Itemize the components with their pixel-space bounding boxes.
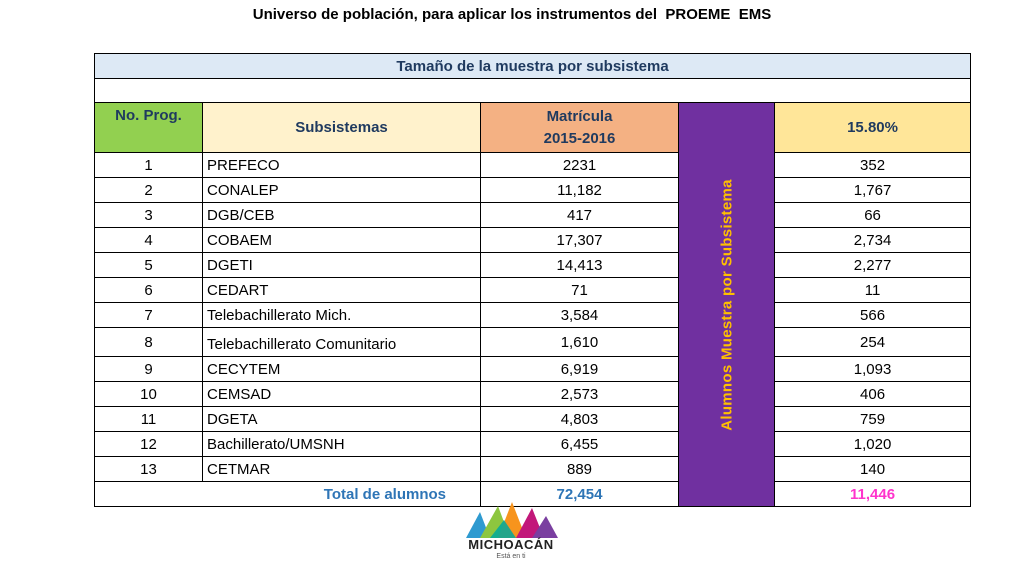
row-sample: 1,767 xyxy=(775,178,971,203)
total-matricula: 72,454 xyxy=(481,482,679,507)
row-no: 10 xyxy=(95,382,203,407)
row-no: 1 xyxy=(95,153,203,178)
row-sample: 254 xyxy=(775,328,971,357)
row-no: 11 xyxy=(95,407,203,432)
row-sample: 2,277 xyxy=(775,253,971,278)
blank-row xyxy=(95,79,971,103)
header-subsistemas: Subsistemas xyxy=(203,103,481,153)
vertical-label-cell xyxy=(679,103,775,507)
table-row xyxy=(95,328,971,357)
row-no: 7 xyxy=(95,303,203,328)
logo-tagline: Está en ti xyxy=(496,553,526,560)
table-row xyxy=(95,278,971,303)
row-no: 2 xyxy=(95,178,203,203)
row-no: 6 xyxy=(95,278,203,303)
row-subsistema: CETMAR xyxy=(203,457,481,482)
row-matricula: 6,455 xyxy=(481,432,679,457)
header-matricula-year: 2015-2016 xyxy=(543,129,616,147)
total-label: Total de alumnos xyxy=(95,482,481,507)
row-matricula: 14,413 xyxy=(481,253,679,278)
table-row xyxy=(95,457,971,482)
sample-size-table xyxy=(94,53,971,507)
header-matricula xyxy=(481,103,679,153)
row-sample: 11 xyxy=(775,278,971,303)
row-subsistema: DGETI xyxy=(203,253,481,278)
row-matricula: 889 xyxy=(481,457,679,482)
row-subsistema: Telebachillerato Mich. xyxy=(203,303,481,328)
row-no: 8 xyxy=(95,328,203,357)
row-sample: 759 xyxy=(775,407,971,432)
table-row xyxy=(95,303,971,328)
table-row xyxy=(95,203,971,228)
row-no: 9 xyxy=(95,357,203,382)
row-subsistema: Telebachillerato Comunitario xyxy=(203,328,481,357)
row-matricula: 6,919 xyxy=(481,357,679,382)
row-matricula: 11,182 xyxy=(481,178,679,203)
table-row xyxy=(95,432,971,457)
row-sample: 1,093 xyxy=(775,357,971,382)
row-matricula: 2,573 xyxy=(481,382,679,407)
row-subsistema: CONALEP xyxy=(203,178,481,203)
table-row xyxy=(95,228,971,253)
table-caption: Tamaño de la muestra por subsistema xyxy=(95,54,971,79)
row-sample: 1,020 xyxy=(775,432,971,457)
logo-name: MICHOACÁN xyxy=(468,537,554,552)
row-matricula: 17,307 xyxy=(481,228,679,253)
header-no-prog: No. Prog. xyxy=(95,103,203,153)
michoacan-logo xyxy=(446,500,576,572)
row-subsistema: DGB/CEB xyxy=(203,203,481,228)
row-subsistema: CEDART xyxy=(203,278,481,303)
row-matricula: 3,584 xyxy=(481,303,679,328)
row-sample: 352 xyxy=(775,153,971,178)
row-no: 4 xyxy=(95,228,203,253)
row-subsistema: CECYTEM xyxy=(203,357,481,382)
row-matricula: 417 xyxy=(481,203,679,228)
row-matricula: 4,803 xyxy=(481,407,679,432)
row-subsistema: PREFECO xyxy=(203,153,481,178)
row-sample: 2,734 xyxy=(775,228,971,253)
logo-shapes-icon xyxy=(446,500,576,540)
total-sample: 11,446 xyxy=(775,482,971,507)
row-no: 3 xyxy=(95,203,203,228)
row-matricula: 1,610 xyxy=(481,328,679,357)
header-percentage: 15.80% xyxy=(775,103,971,153)
table-row xyxy=(95,253,971,278)
row-no: 5 xyxy=(95,253,203,278)
table-row xyxy=(95,178,971,203)
row-no: 13 xyxy=(95,457,203,482)
row-matricula: 2231 xyxy=(481,153,679,178)
table-row xyxy=(95,153,971,178)
table-row xyxy=(95,407,971,432)
row-subsistema: Bachillerato/UMSNH xyxy=(203,432,481,457)
table-row xyxy=(95,382,971,407)
row-subsistema: DGETA xyxy=(203,407,481,432)
row-sample: 66 xyxy=(775,203,971,228)
header-matricula-label: Matrícula xyxy=(546,107,613,125)
row-matricula: 71 xyxy=(481,278,679,303)
slide-title: Universo de población, para aplicar los instrumentos del PROEME EMS xyxy=(252,6,772,23)
table-row xyxy=(95,357,971,382)
row-sample: 140 xyxy=(775,457,971,482)
row-subsistema: COBAEM xyxy=(203,228,481,253)
row-no: 12 xyxy=(95,432,203,457)
row-sample: 566 xyxy=(775,303,971,328)
row-subsistema: CEMSAD xyxy=(203,382,481,407)
row-sample: 406 xyxy=(775,382,971,407)
vertical-label: Alumnos Muestra por Subsistema xyxy=(718,178,735,431)
